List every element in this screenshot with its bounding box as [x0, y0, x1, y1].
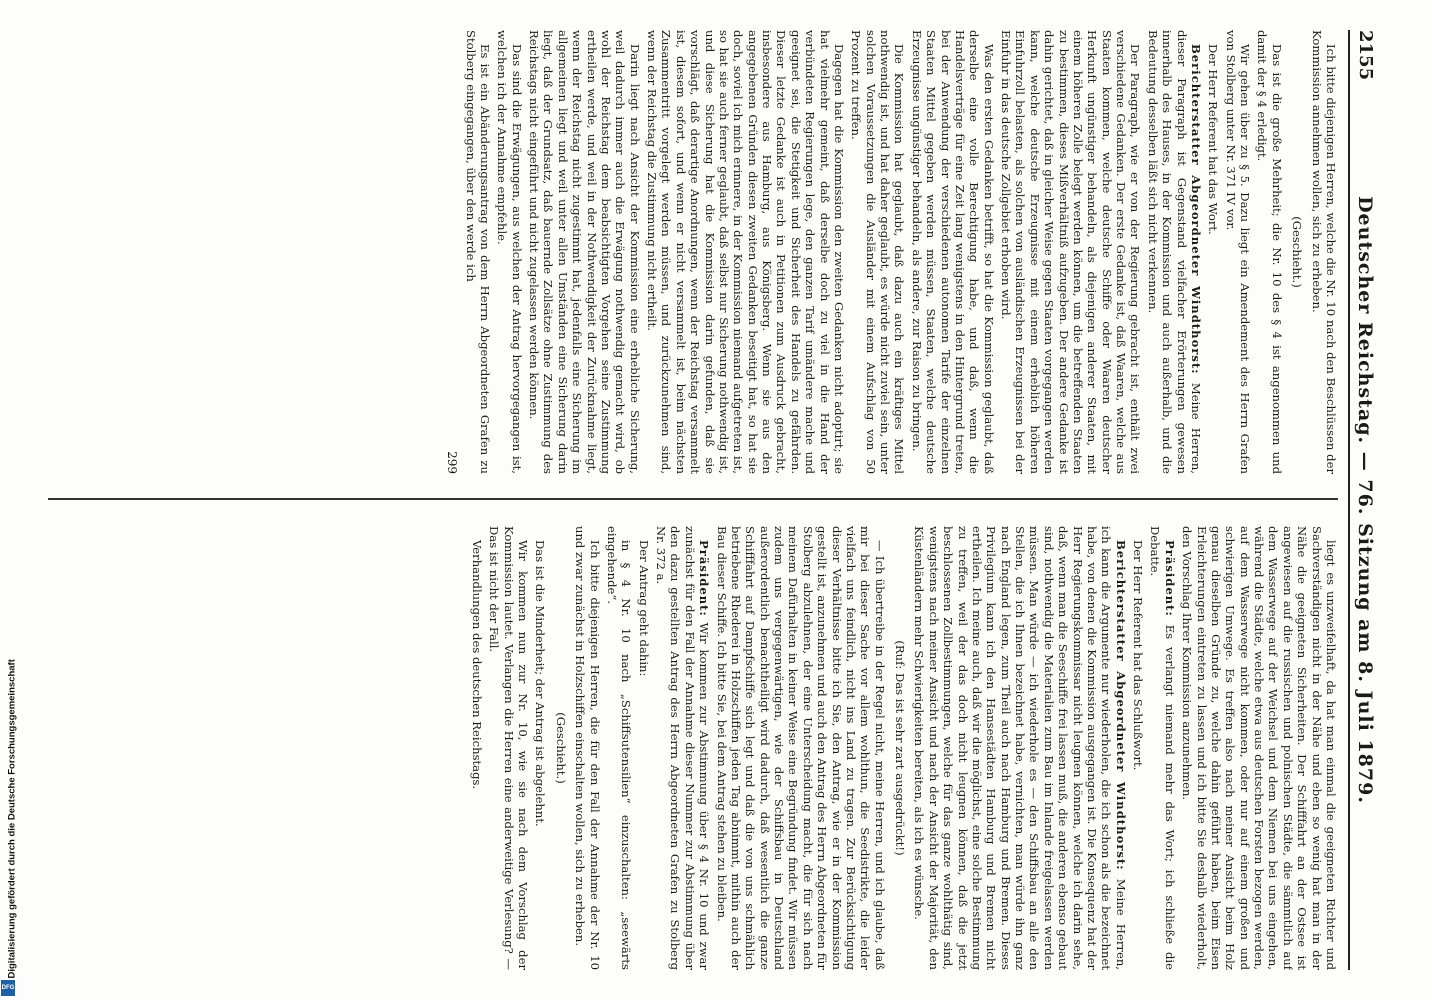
body-paragraph: Der Herr Referent hat das Schlußwort.	[1131, 540, 1146, 771]
document-sheet	[30, 0, 1390, 1000]
speech-text: Es verlangt niemand mehr das Wort; ich schließe die Debatte.	[1148, 526, 1177, 970]
credit-text: Digitalisierung gefördert durch die Deutsche Forschungsgemeinschaft	[6, 659, 18, 979]
body-paragraph: Wir gehen über zu § 5. Dazu liegt ein Amendement des Herrn Grafen von Stolberg unter Nr. 371 IV vor.	[1223, 30, 1253, 474]
body-paragraph: Das sind die Erwägungen, aus welchen der Antrag hervorgegangen ist, welchen ich der Annahme empfehle.	[495, 30, 524, 474]
body-paragraph: Dagegen hat die Kommission den zweiten Gedanken nicht adoptirt; sie hat vielmehr gemeint, daß derselbe doch zu viel in die Hand der verbündeten Regierungen lege, den ganzen Tarif umändere mache und geeignet sei, die Stetigkeit und Sicherheit des Handels zu gefährden. Dieser letzte Gedanke ist auch in Petitionen zum Ausdruck gebracht, insbesondere aus Hamburg, aus Königsberg. Wenn sie aus den angegebenen Gründen diesen zweiten Gedanken beseitigt hat, so hat sie doch, soviel ich mich erinnere, in der Kommission niemand aufgetreten ist, so hat sie auch ferner geglaubt, daß selbst nur Sicherung nothwendig ist, und diese Sicherung hat die Kommission darin gefunden, daß sie vorschlägt, daß derartige Anordnungen, wenn der Reichstag versammelt ist, diesem sofort, und wenn er nicht versammelt ist, beim nächsten Zusammentritt vorgelegt werden müssen, und zurückzunehmen sind, wenn der Reichstag die Zustimmung nicht ertheilt.	[645, 30, 846, 474]
speech-text: Meine Herren, ich kann die Argumente nur wiederholen, die ich schon als die bezeichnet habe, von denen die Kommission ausgegangen ist. Die Konsequenz hat der Herr Regierungskommissar nicht leugnen können, welche ich darin sehe, daß, wenn man die Seeschiffe frei lassen muß, die anderen ebenso gebaut sind, nothwendig die Materialien zum Bau im Inlande freigelassen werden müssen. Man würde — ich wiederhole es — den Schiffsbau an alle den Stellen, die ich Ihnen bezeichnet habe, vernichten, man würde ihn ganz nach England legen, zum Theil auch nach Hamburg und Bremen. Dieses Privilegium kann ich den Hansestädten Hamburg und Bremen nicht ertheilen. Ich meine auch, daß wir die möglichst, eine solche Bestimmung zu treffen, weil der das doch nicht leugnen können, daß die jetzt beschlossenen Zollbestimmungen, welche für das ganze wohlthätig sind, wenigstens nach meiner Ansicht und nach der Ansicht der Majorität, den Küstenländern mehr Schwierigkeiten bereiten, als ich es wünsche.	[912, 526, 1128, 970]
body-paragraph: Der Paragraph, wie er von der Regierung gebracht ist, enthält zwei verschiedene Gedanken. Der erste Gedanke ist, daß Waaren, welche aus Staaten kommen, welche deutsche Schiffe oder Waaren deutscher Herkunft ungünstiger behandeln, als diejenigen anderer Staaten, mit einem höheren Zolle belegt werden können, um die betreffenden Staaten zu bestimmen, dieses Mißverhältniß aufzugeben. Der andere Gedanke ist dahin gerichtet, daß in gleicher Weise gegen Staaten vorgegangen werden kann, welche deutsche Erzeugnisse mit einem erheblich höheren Einfuhrzoll belasten, als solchen von ausländischen Erzeugnissen bei der Einfuhr in das deutsche Zollgebiet erhoben wird.	[999, 30, 1143, 474]
right-column	[48, 526, 1338, 970]
body-paragraph: Was den ersten Gedanken betrifft, so hat die Kommission geglaubt, daß derselbe eine volle Berechtigung habe, und daß, wenn die Handelsverträge für eine Zeit lang wenigstens in den Hintergrund treten, bei der Anwendung der verschiedenen autonomen Tarife der einzelnen Staaten Mittel gegeben werden müssen, Staaten, welche deutsche Erzeugnisse ungünstiger behandeln, als andere, zur Raison zu bringen.	[909, 30, 996, 474]
body-paragraph: Wir kommen nun zur Nr. 10, wie sie nach dem Vorschlag der Kommission lautet. Verlangen die Herren eine anderweitige Verlesung? — Das ist nicht der Fall.	[487, 526, 531, 970]
page-title: Deutscher Reichstag. — 76. Sitzung am 8. Juli 1879.	[1354, 196, 1376, 804]
page-number: 2155	[1355, 30, 1376, 81]
body-paragraph: Verhandlungen des deutschen Reichstags.	[470, 540, 484, 790]
body-paragraph: Es ist ein Abänderungsantrag von dem Herrn Abgeordneten Grafen zu Stolberg eingegangen, über den werde ich	[463, 30, 492, 474]
sheet-signature-number: 299	[445, 451, 460, 474]
body-paragraph: in § 4 Nr. 10 nach „Schiffsutensilien“ einzuschalten: „seewärts eingehende“.	[605, 526, 634, 970]
speech-paragraph	[1148, 526, 1177, 970]
speech-paragraph	[912, 526, 1128, 970]
left-column	[48, 30, 1338, 474]
column-divider	[48, 498, 1338, 500]
body-paragraph: Ich bitte diejenigen Herren, die für den Fall der Annahme der Nr. 10 und zwar zunächst in Holzschiffen einschalten wollen, sich zu erheben.	[573, 526, 602, 970]
speech-paragraph	[1146, 30, 1204, 474]
dfg-logo: DFG	[1, 980, 15, 996]
body-paragraph: liegt es unzweifelhaft, da hat man einmal die geeigneten Richter und Sachverständigen nicht in der Nähe und eben so wenig hat man in der Nähe die geeigneten Sicherheiten. Der Schifffahrt an der Ostsee ist angewiesen auf die russischen und polnischen Städte, die sämmtlich auf dem Wasserwege auf der Weichsel und dem Niemen bei uns eingehen, während die Städte, welche etwa aus deutschen Forsten bezogen werden, auf dem Wasserwege nicht kommen, oder nur auf einem großen und schwierigen Umwege. Es treffen also nach meiner Ansicht beim Holz genau dieselben Gründe zu, welche dahin geführt haben, beim Eisen Erleichterungen eintreten zu lassen und ich bitte Sie deshalb wiederholt, den Vorschlag Ihrer Kommission anzunehmen.	[1180, 526, 1338, 970]
digitization-credit	[4, 603, 18, 993]
speech-text: Meine Herren, dieser Paragraph ist Gegenstand vielfacher Erörterungen gewesen innerhalb des Hauses, in der Kommission und auch außerhalb, und die Bedeutung desselben läßt sich nicht verkennen.	[1145, 30, 1203, 474]
speaker-name: Berichterstatter Abgeordneter Windthorst:	[1113, 540, 1128, 871]
speaker-name: Berichterstatter Abgeordneter Windthorst:	[1189, 44, 1203, 375]
stage-direction: (Geschieht.)	[553, 712, 568, 784]
speech-text: Wir kommen zur Abstimmung über § 4 Nr. 10 und zwar zunächst für den Fall der Annahme dieser Nummer zur Abstimmung über den dazu gestellten Antrag des Herrn Abgeordneten Grafen zu Stolberg Nr. 372 a.	[654, 526, 712, 970]
speech-paragraph	[654, 526, 712, 970]
body-paragraph: Die Kommission hat geglaubt, daß dazu auch ein kräftiges Mittel nothwendig ist, und hat daher geglaubt, es würde nicht zuviel sein, unter solchen Voraussetzungen die Ausländer mit einem Aufschlag von 50 Prozent zu treffen.	[849, 30, 907, 474]
body-paragraph: — Ich übertreibe in der Regel nicht, meine Herren, und ich glaube, daß mir bei dieser Sache vor allem wohlthun, die Seedistrikte, die leider vielfach uns feindlich, nicht ins Land zu tragen. Zur Berücksichtigung dieser Verhältnisse bitte ich Sie, den Antrag, wie er in der Kommission gestellt ist, anzunehmen und auch den Antrag des Herrn Abgeordneten für Stolberg abzulehnen, der eine Unterscheidung macht, die für sich nach meinem Dafürhalten in keiner Weise eine Begründung findet. Wir müssen zudem uns vergegenwärtigen, wie der Schiffsbau in Deutschland außerordentlich benachtheiligt wird dadurch, daß wesentlich die ganze Schifffahrt auf Dampfschiffe sich legt und daß die von uns schmählich betriebene Rhederei in Holzschiffen jeden Tag abnimmt, mithin auch der Bau dieser Schiffe. Ich bitte Sie, bei dem Antrag stehen zu bleiben.	[714, 526, 887, 970]
speaker-name: Präsident:	[697, 540, 712, 617]
speaker-name: Präsident:	[1162, 540, 1177, 617]
page-header	[1348, 30, 1382, 970]
header-rule	[1348, 30, 1350, 970]
body-paragraph: Ich bitte diejenigen Herren, welche die Nr. 10 nach den Beschlüssen der Kommission annehmen wollen, sich zu erheben.	[1309, 30, 1338, 474]
body-paragraph: Das ist die Minderheit; der Antrag ist abgelehnt.	[533, 540, 548, 827]
body-paragraph: Der Antrag geht dahin:	[636, 540, 651, 677]
body-paragraph: Der Herr Referent hat das Wort.	[1206, 44, 1221, 235]
stage-direction: (Ruf: Das ist sehr zart ausgedrückt!)	[893, 640, 908, 856]
body-paragraph: Das ist die große Mehrheit; die Nr. 10 des § 4 ist angenommen und damit der § 4 erledigt.	[1255, 30, 1284, 474]
stage-direction: (Geschieht.)	[1290, 216, 1305, 288]
body-paragraph: Darin liegt nach Ansicht der Kommission eine erhebliche Sicherung, weil dadurch immer auch die Erwägung nothwendig gemacht wird, ob wohl der Reichstag dem beabsichtigten Vorgehen seine Zustimmung ertheilen werde, und weil in der Nothwendigkeit der Zurücknahme liegt, wenn der Reichstag nicht zugestimmt hat, jedenfalls eine Sicherung im allgemeinen liegt und weil unter allen Umständen eine Sicherung darin liegt, daß der Grundsatz, daß bauernde Zollsätze ohne Zustimmung des Reichstags nicht eingeführt und nicht zugelassen werden können.	[527, 30, 642, 474]
